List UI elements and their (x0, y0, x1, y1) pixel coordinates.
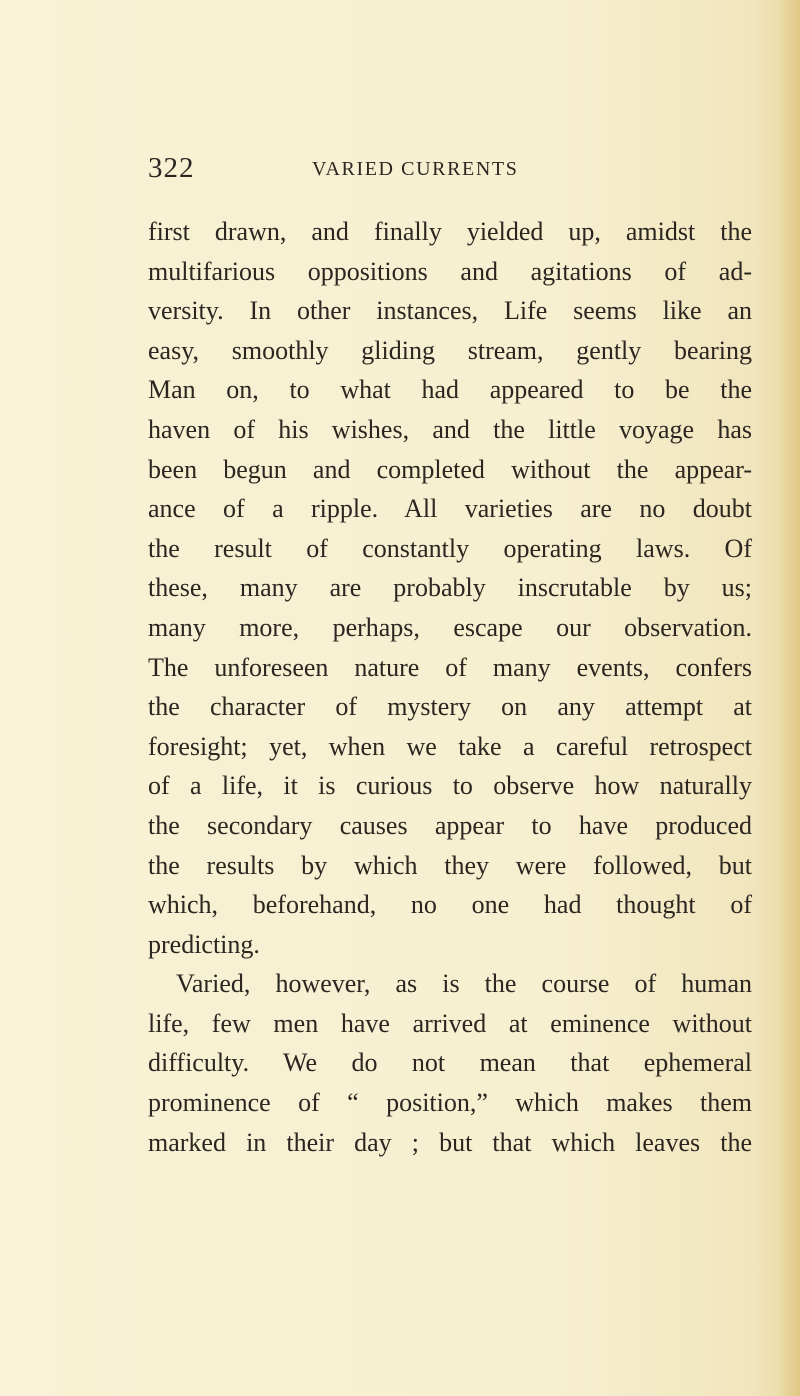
body-text (148, 212, 752, 1162)
text-line: of a life, it is curious to observe how naturally (148, 771, 752, 801)
text-line: the secondary causes appear to have produced (148, 810, 752, 840)
running-head: VARIED CURRENTS (312, 158, 519, 180)
text-line: the results by which they were followed, but (148, 850, 752, 880)
text-line: Man on, to what had appeared to be the (148, 375, 752, 405)
text-line: The unforeseen nature of many events, confers (148, 652, 752, 682)
paragraph-start-line: Varied, however, as is the course of human (176, 969, 752, 999)
text-line: life, few men have arrived at eminence without (148, 1008, 752, 1038)
text-line: versity. In other instances, Life seems like an (148, 296, 752, 326)
paragraph-end-line: predicting. (148, 929, 260, 959)
text-line: the result of constantly operating laws. Of (148, 533, 752, 563)
text-line: difficulty. We do not mean that ephemeral (148, 1048, 752, 1078)
text-line: these, many are probably inscrutable by us; (148, 573, 752, 603)
text-line: haven of his wishes, and the little voyage has (148, 414, 752, 444)
page-number: 322 (148, 152, 195, 184)
text-line: first drawn, and finally yielded up, amidst the (148, 217, 752, 246)
text-line: marked in their day ; but that which leaves the (148, 1127, 752, 1157)
page-header (148, 152, 748, 192)
text-line: which, beforehand, no one had thought of (148, 890, 752, 920)
text-line: ance of a ripple. All varieties are no doubt (148, 494, 752, 524)
text-line: many more, perhaps, escape our observation. (148, 612, 752, 642)
page-edge-shadow (778, 0, 800, 1396)
text-line: prominence of “ position,” which makes them (148, 1088, 752, 1118)
text-line: been begun and completed without the appear- (148, 454, 752, 484)
text-line: easy, smoothly gliding stream, gently bearing (148, 335, 752, 365)
text-line: foresight; yet, when we take a careful retrospect (148, 731, 752, 761)
text-line: multifarious oppositions and agitations of ad- (148, 256, 752, 286)
text-line: the character of mystery on any attempt at (148, 692, 752, 722)
